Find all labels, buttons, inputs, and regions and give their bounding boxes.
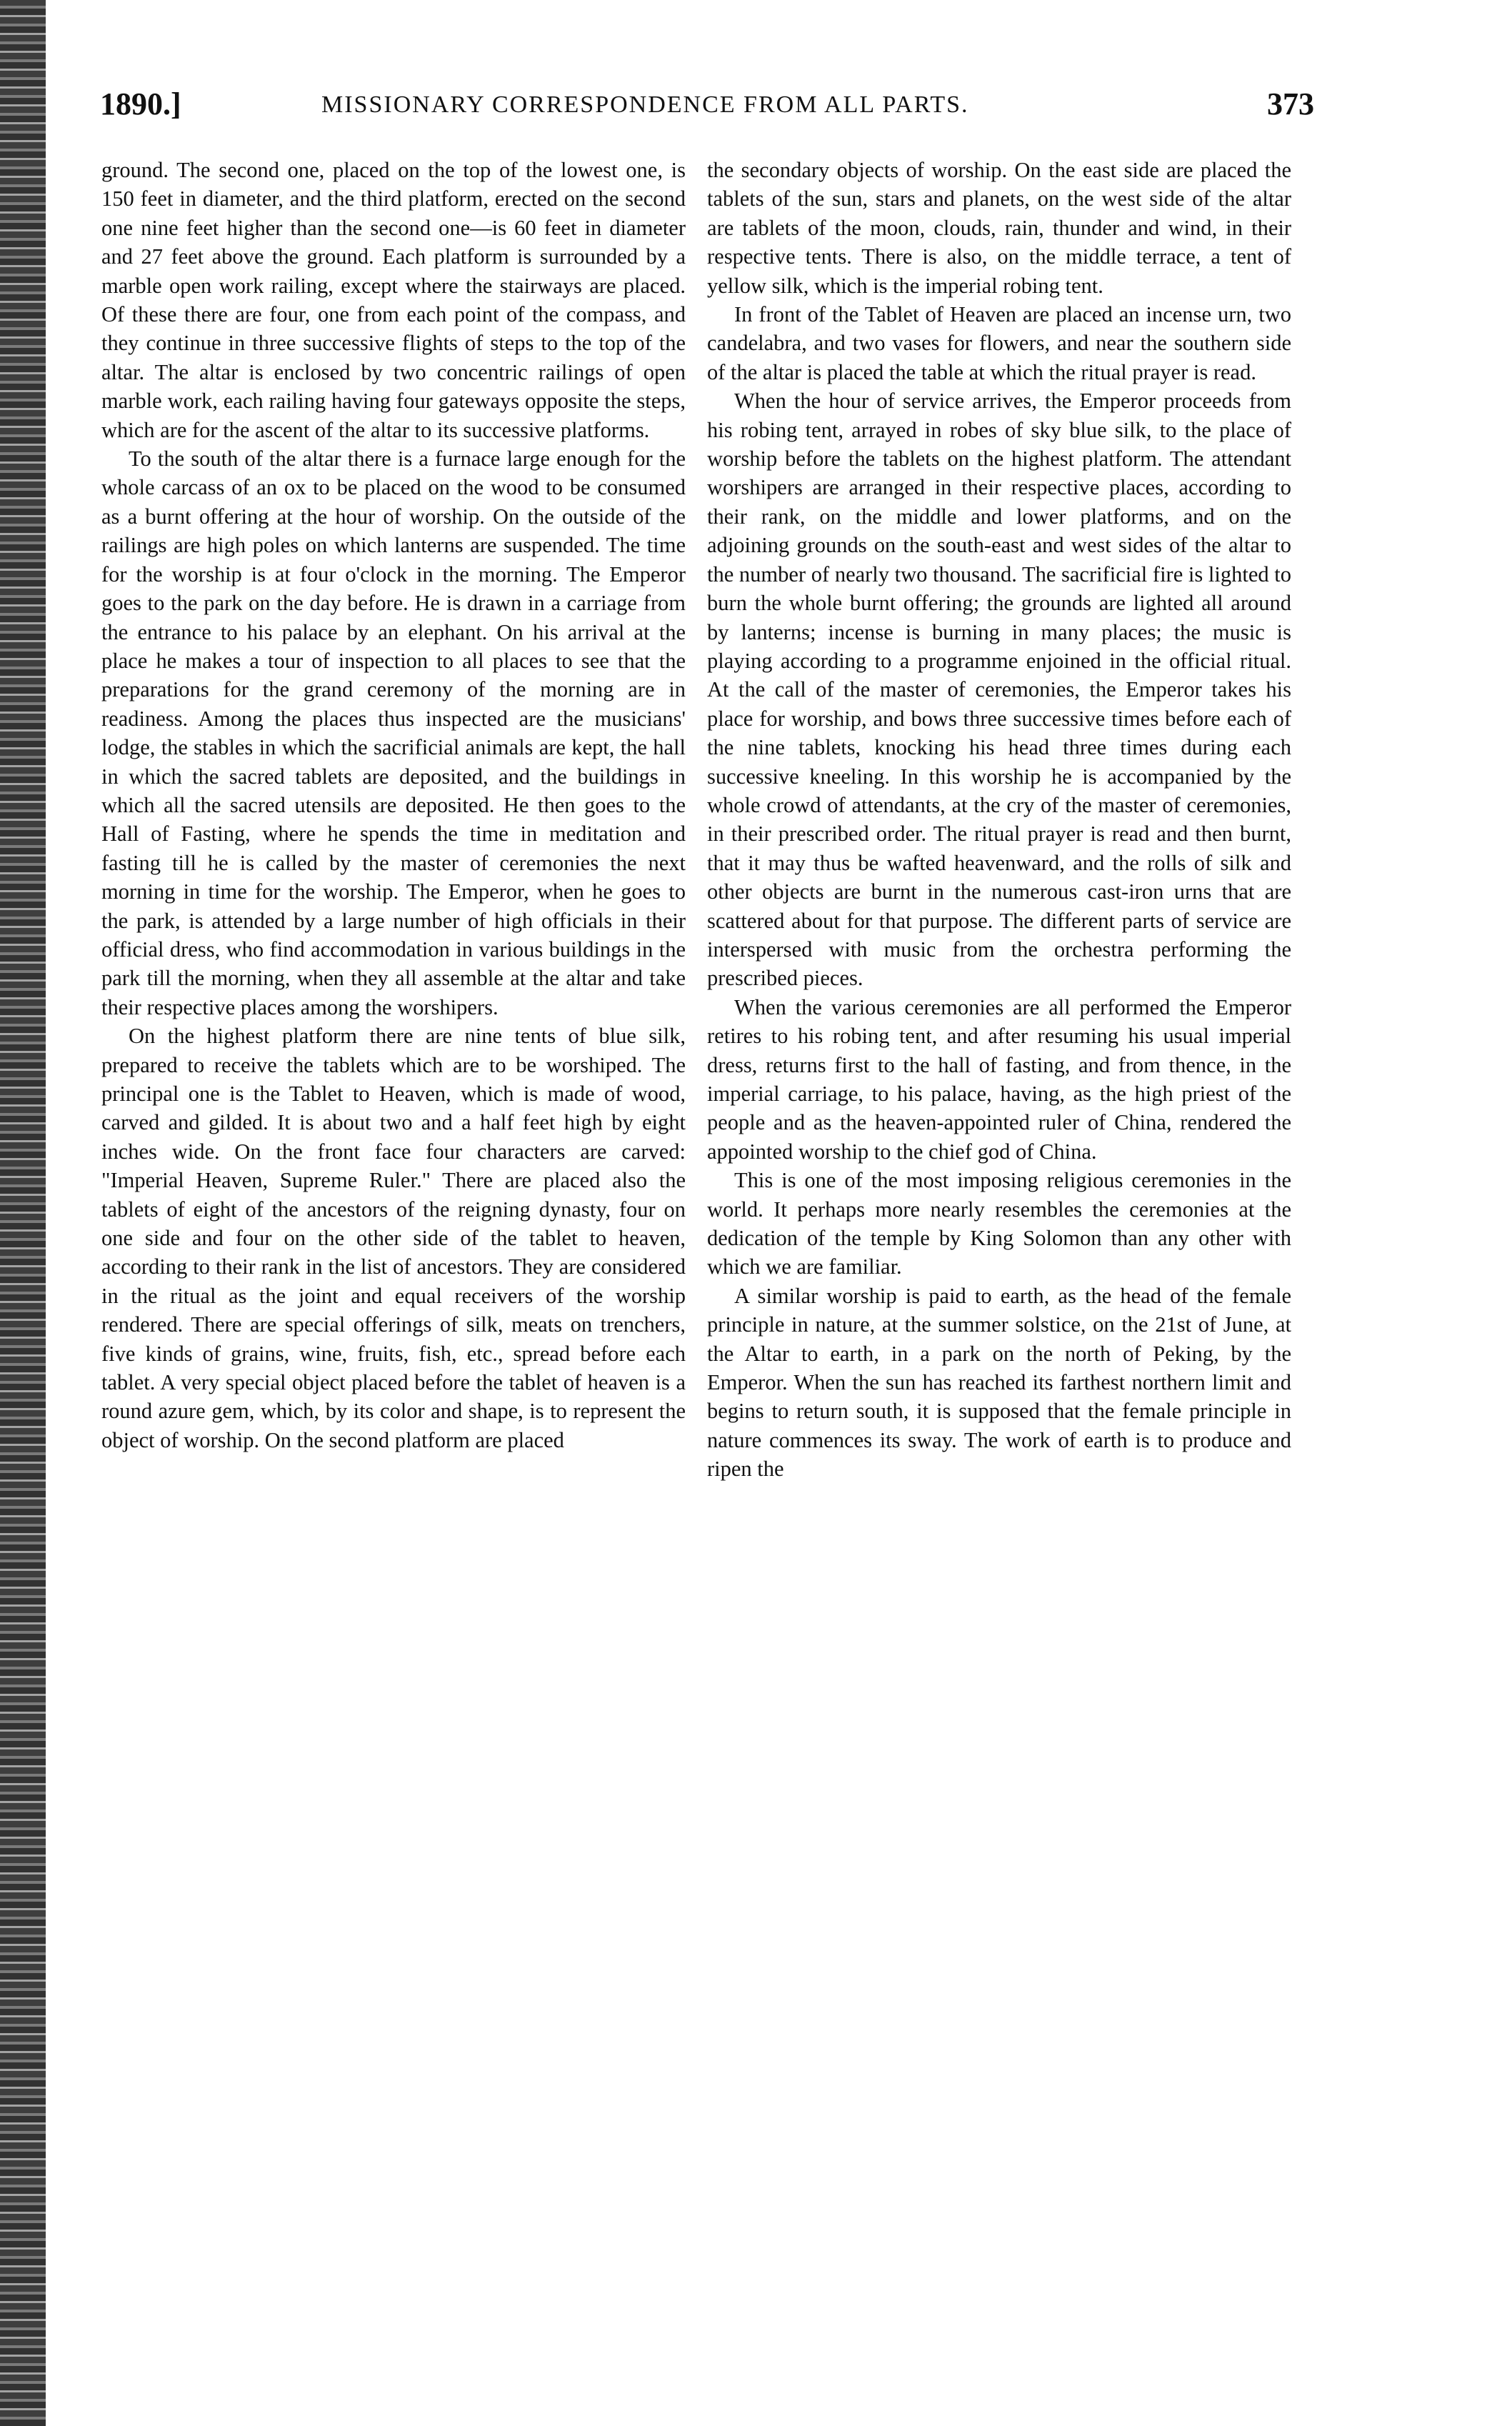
paragraph: In front of the Tablet of Heaven are placed an incense urn, two candelabra, and two vases for flowers, and near the southern side of the altar is placed the table at which the ritual prayer is read. [707, 302, 1291, 384]
paragraph: A similar worship is paid to earth, as the head of the female principle in nature, at the summer solstice, on the 21st of June, at the Altar to earth, in a park on the north of Peking, by the Emperor. When the sun has reached its farthest northern limit and begins to return south, it is supposed that the female principle in nature commences its sway. The work of earth is to produce and ripen the [707, 1283, 1291, 1482]
paragraph: the secondary objects of worship. On the east side are placed the tablets of the sun, stars and planets, on the west side of the altar are tablets of the moon, clouds, rain, thunder and wind, in their respective tents. There is also, on the middle terrace, a tent of yellow silk, which is the imperial robing tent. [707, 158, 1291, 298]
paragraph: This is one of the most imposing religious ceremonies in the world. It perhaps more nearly resembles the ceremonies at the dedication of the temple by King Solomon than any other with which we are familiar. [707, 1168, 1291, 1279]
right-column [707, 156, 1291, 1484]
left-column [101, 156, 686, 1454]
paragraph: When the hour of service arrives, the Emperor proceeds from his robing tent, arrayed in robes of sky blue silk, to the place of worship before the tablets on the highest platform. The attendant worshipers are arranged in their respective places, according to their rank, on the middle and lower platforms, and on the adjoining grounds on the south-east and west sides of the altar to the number of nearly two thousand. The sacrificial fire is lighted to burn the whole burnt offering; the grounds are lighted all around by lanterns; incense is burning in many places; the music is playing according to a programme enjoined in the official ritual. At the call of the master of ceremonies, the Emperor takes his place for worship, and bows three successive times before each of the nine tablets, knocking his head three times during each successive kneeling. In this worship he is accompanied by the whole crowd of attendants, at the cry of the master of ceremonies, in their prescribed order. The ritual prayer is read and then burnt, that it may thus be wafted heavenward, and the rolls of silk and other objects are burnt in the numerous cast-iron urns that are scattered about for that purpose. The different parts of service are interspersed with music from the orchestra performing the prescribed pieces. [707, 389, 1291, 991]
page-header [100, 86, 1314, 136]
scan-binding-edge [0, 0, 46, 2426]
paragraph: To the south of the altar there is a furnace large enough for the whole carcass of an ox to be placed on the wood to be consumed as a burnt offering at the hour of worship. On the outside of the railings are high poles on which lanterns are suspended. The time for the worship is at four o'clock in the morning. The Emperor goes to the park on the day before. He is drawn in a carriage from the entrance to his palace by an elephant. On his arrival at the place he makes a tour of inspection to all places to see that the preparations for the grand ceremony of the morning are in readiness. Among the places thus inspected are the musicians' lodge, the stables in which the sacrificial animals are kept, the hall in which the sacred tablets are deposited, and the buildings in which all the sacred utensils are deposited. He then goes to the Hall of Fasting, where he spends the time in meditation and fasting till he is called by the master of ceremonies the next morning in time for the worship. The Emperor, when he goes to the park, is attended by a large number of high officials in their official dress, who find accommodation in various buildings in the park till the morning, when they all assemble at the altar and take their respective places among the worshipers. [101, 446, 686, 1019]
header-year: 1890.] [100, 86, 181, 121]
page-number: 373 [1267, 86, 1314, 121]
paragraph: ground. The second one, placed on the top of the lowest one, is 150 feet in diameter, and the third platform, erected on the second one nine feet higher than the second one—is 60 feet in diameter and 27 feet above the ground. Each platform is surrounded by a marble open work railing, except where the stairways are placed. Of these there are four, one from each point of the compass, and they continue in three successive flights of steps to the top of the altar. The altar is enclosed by two concentric railings of open marble work, each railing having four gateways opposite the steps, which are for the ascent of the altar to its successive platforms. [101, 158, 686, 442]
paragraph: On the highest platform there are nine tents of blue silk, prepared to receive the tablets which are to be worshiped. The principal one is the Tablet to Heaven, which is made of wood, carved and gilded. It is about two and a half feet high by eight inches wide. On the front face four characters are carved: "Imperial Heaven, Supreme Ruler." There are placed also the tablets of eight of the ancestors of the reigning dynasty, four on one side and four on the other side of the tablet to heaven, according to their rank in the list of ancestors. They are considered in the ritual as the joint and equal receivers of the worship rendered. There are special offerings of silk, meats on trenchers, five kinds of grains, wine, fruits, fish, etc., spread before each tablet. A very special object placed before the tablet of heaven is a round azure gem, which, by its color and shape, is to represent the object of worship. On the second platform are placed [101, 1024, 686, 1452]
paragraph: When the various ceremonies are all performed the Emperor retires to his robing tent, and after resuming his usual imperial dress, returns first to the hall of fasting, and from thence, in the imperial carriage, to his palace, having, as the high priest of the people and as the heaven-appointed ruler of China, rendered the appointed worship to the chief god of China. [707, 994, 1291, 1164]
running-title: MISSIONARY CORRESPONDENCE FROM ALL PARTS. [321, 91, 969, 118]
